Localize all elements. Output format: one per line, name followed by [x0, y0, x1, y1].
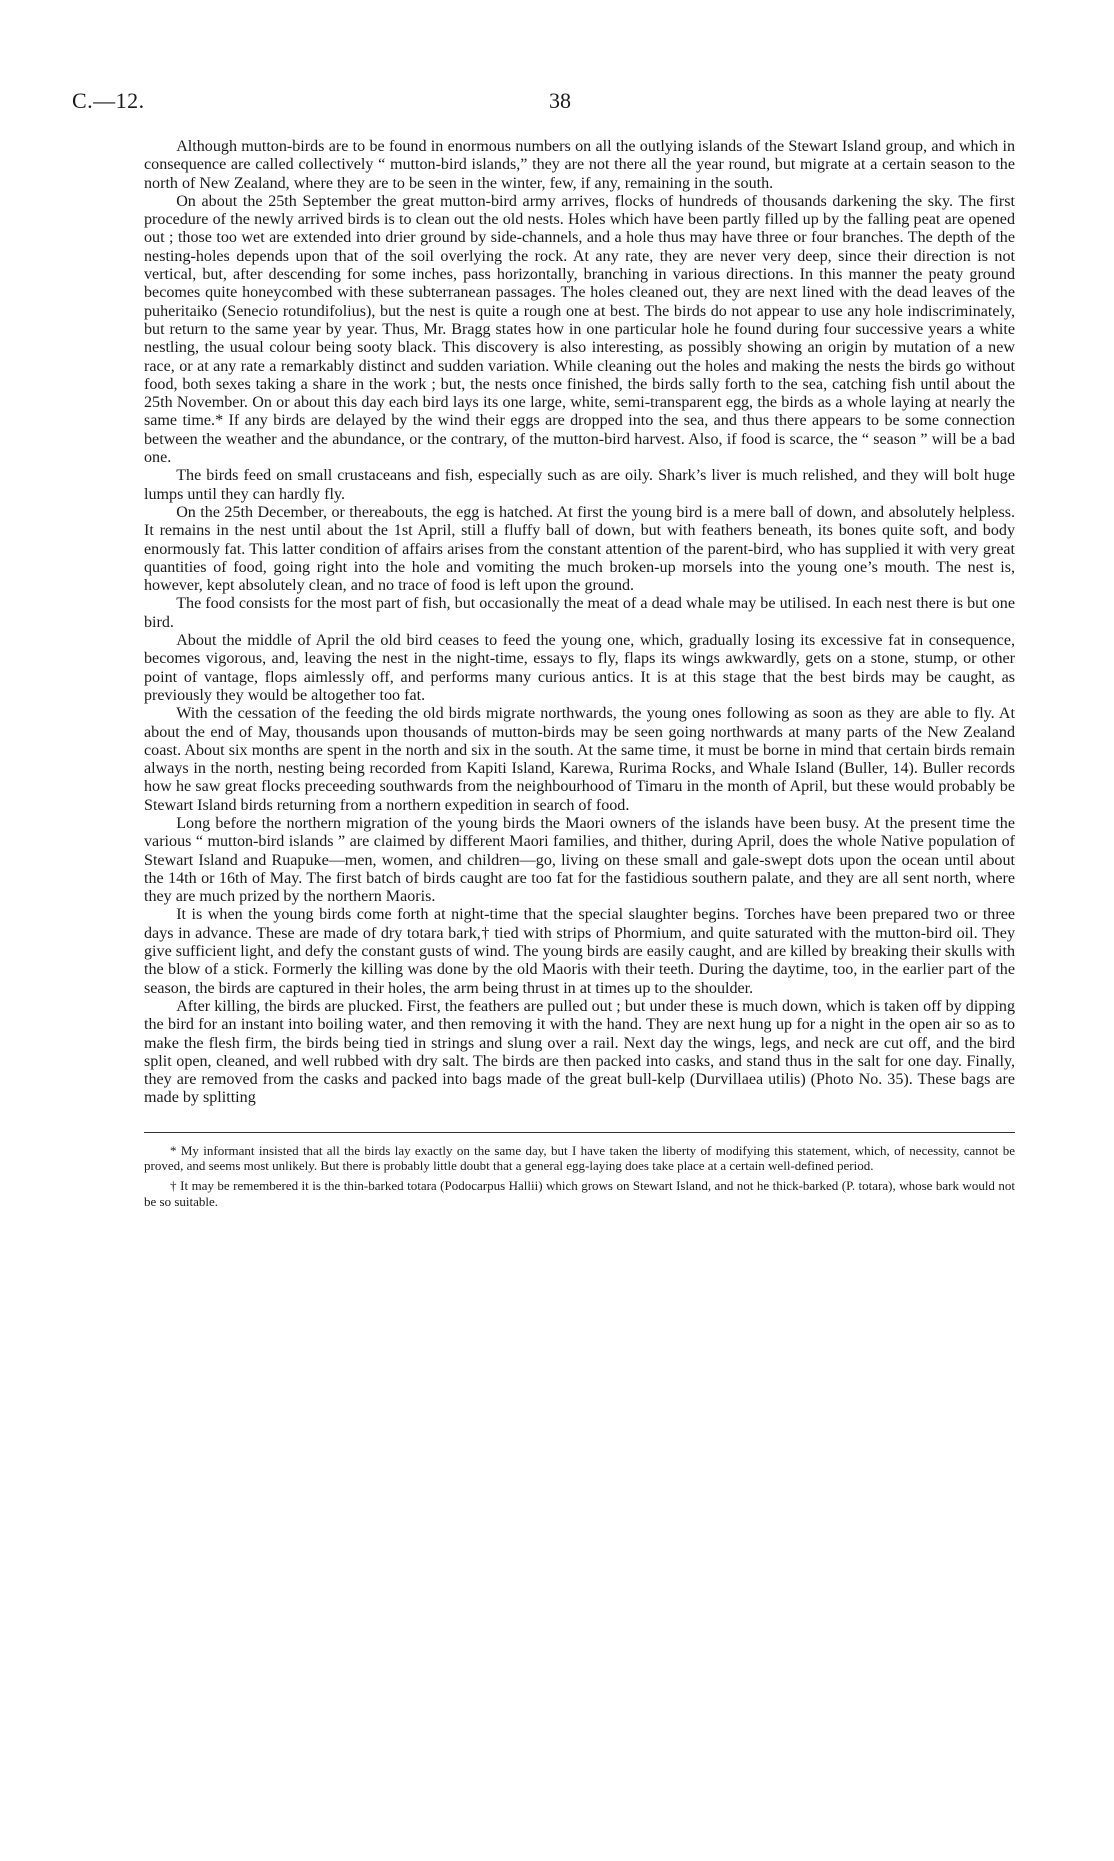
- paragraph: After killing, the birds are plucked. First, the feathers are pulled out ; but under these is much down, which is taken off by dipping the bird for an instant into boiling water, and then removing it with the hand. They are next hung up for a night in the open air so as to make the flesh firm, the birds being tied in strings and slung over a rail. Next day the wings, legs, and neck are cut off, and the bird split open, cleaned, and well rubbed with dry salt. The birds are then packed into casks, and stand thus in the salt for one day. Finally, they are removed from the casks and packed into bags made of the great bull-kelp (Durvillaea utilis) (Photo No. 35). These bags are made by splitting: [144, 997, 1015, 1107]
- page-header: [72, 88, 1015, 134]
- footnote: * My informant insisted that all the birds lay exactly on the same day, but I have taken the liberty of modifying this statement, which, of necessity, cannot be proved, and seems most unlikely. But there is probably little doubt that a general egg-laying does take place at a certain well-defined period.: [144, 1142, 1015, 1174]
- paragraph: Although mutton-birds are to be found in enormous numbers on all the outlying islands of the Stewart Island group, and which in consequence are called collectively “ mutton-bird islands,” they are not there all the year round, but migrate at a certain season to the north of New Zealand, where they are to be seen in the winter, few, if any, remaining in the south.: [144, 138, 1015, 192]
- footnote-divider: [144, 1132, 1015, 1133]
- paragraph: On about the 25th September the great mutton-bird army arrives, flocks of hundreds of thousands darkening the sky. The first procedure of the newly arrived birds is to clean out the old nests. Holes which have been partly filled up by the falling peat are opened out ; those too wet are extended into drier ground by side-channels, and a hole thus may have three or four branches. The depth of the nesting-holes depends upon that of the soil overlying the rock. At any rate, they are never very deep, since their direction is not vertical, but, after descending for some inches, pass horizontally, branching in various directions. In this manner the peaty ground becomes quite honeycombed with these subterranean passages. The holes cleaned out, they are next lined with the dead leaves of the puheritaiko (Senecio rotundifolius), but the nest is quite a rough one at best. The birds do not appear to use any hole indiscriminately, but return to the same year by year. Thus, Mr. Bragg states how in one particular hole he found during four successive years a white nestling, the usual colour being sooty black. This discovery is also interesting, as possibly showing an origin by mutation of a new race, or at any rate a remarkably distinct and sudden variation. While cleaning out the holes and making the nests the birds go without food, both sexes taking a share in the work ; but, the nests once finished, the birds sally forth to the sea, catching fish until about the 25th November. On or about this day each bird lays its one large, white, semi-transparent egg, the birds as a whole laying at nearly the same time.* If any birds are delayed by the wind their eggs are dropped into the sea, and thus there appears to be some connection between the weather and the abundance, or the contrary, of the mutton-bird harvest. Also, if food is scarce, the “ season ” will be a bad one.: [144, 192, 1015, 467]
- paragraph: About the middle of April the old bird ceases to feed the young one, which, gradually losing its excessive fat in consequence, becomes vigorous, and, leaving the nest in the night-time, essays to fly, flaps its wings awkwardly, gets on a stone, stump, or other point of vantage, flops aimlessly off, and performs many curious antics. It is at this stage that the best birds may be caught, as previously they would be altogether too fat.: [144, 632, 1015, 704]
- paragraph: The food consists for the most part of fish, but occasionally the meat of a dead whale may be utilised. In each nest there is but one bird.: [144, 595, 1015, 631]
- page-number: 38: [549, 88, 571, 113]
- footnote: † It may be remembered it is the thin-barked totara (Podocarpus Hallii) which grows on Stewart Island, and not he thick-barked (P. totara), whose bark would not be so suitable.: [144, 1178, 1015, 1209]
- paragraph: The birds feed on small crustaceans and fish, especially such as are oily. Shark’s liver is much relished, and they will bolt huge lumps until they can hardly fly.: [144, 467, 1015, 503]
- paragraph: On the 25th December, or thereabouts, the egg is hatched. At first the young bird is a mere ball of down, and absolutely helpless. It remains in the nest until about the 1st April, still a fluffy ball of down, but with feathers beneath, its bones quite soft, and body enormously fat. This latter condition of affairs arises from the constant attention of the parent-bird, who has supplied it with very great quantities of food, going right into the hole and vomiting the much broken-up morsels into the young one’s mouth. The nest is, however, kept absolutely clean, and no trace of food is left upon the ground.: [144, 503, 1015, 595]
- paragraph: With the cessation of the feeding the old birds migrate northwards, the young ones following as soon as they are able to fly. At about the end of May, thousands upon thousands of mutton-birds may be seen going northwards at many parts of the New Zealand coast. About six months are spent in the north and six in the south. At the same time, it must be borne in mind that certain birds remain always in the north, nesting being recorded from Kapiti Island, Karewa, Rurima Rocks, and Whale Island (Buller, 14). Buller records how he saw great flocks preceeding southwards from the neighbourhood of Timaru in the month of April, but these would probably be Stewart Island birds returning from a northern expedition in search of food.: [144, 705, 1015, 814]
- body-text: [144, 138, 1015, 1108]
- paragraph: Long before the northern migration of the young birds the Maori owners of the islands have been busy. At the present time the various “ mutton-bird islands ” are claimed by different Maori families, and thither, during April, does the whole Native population of Stewart Island and Ruapuke—men, women, and children—go, living on these small and gale-swept dots upon the ocean until about the 14th or 16th of May. The first batch of birds caught are too fat for the fastidious southern palate, and they are all sent north, where they are much prized by the northern Maoris.: [144, 814, 1015, 906]
- footnotes: [144, 1143, 1015, 1209]
- document-reference: C.—12.: [72, 88, 145, 113]
- paragraph: It is when the young birds come forth at night-time that the special slaughter begins. Torches have been prepared two or three days in advance. These are made of dry totara bark,† tied with strips of Phormium, and quite saturated with the mutton-bird oil. They give sufficient light, and defy the constant gusts of wind. The young birds are easily caught, and are killed by breaking their skulls with the blow of a stick. Formerly the killing was done by the old Maoris with their teeth. During the daytime, too, in the earlier part of the season, the birds are captured in their holes, the arm being thrust in at times up to the shoulder.: [144, 906, 1015, 997]
